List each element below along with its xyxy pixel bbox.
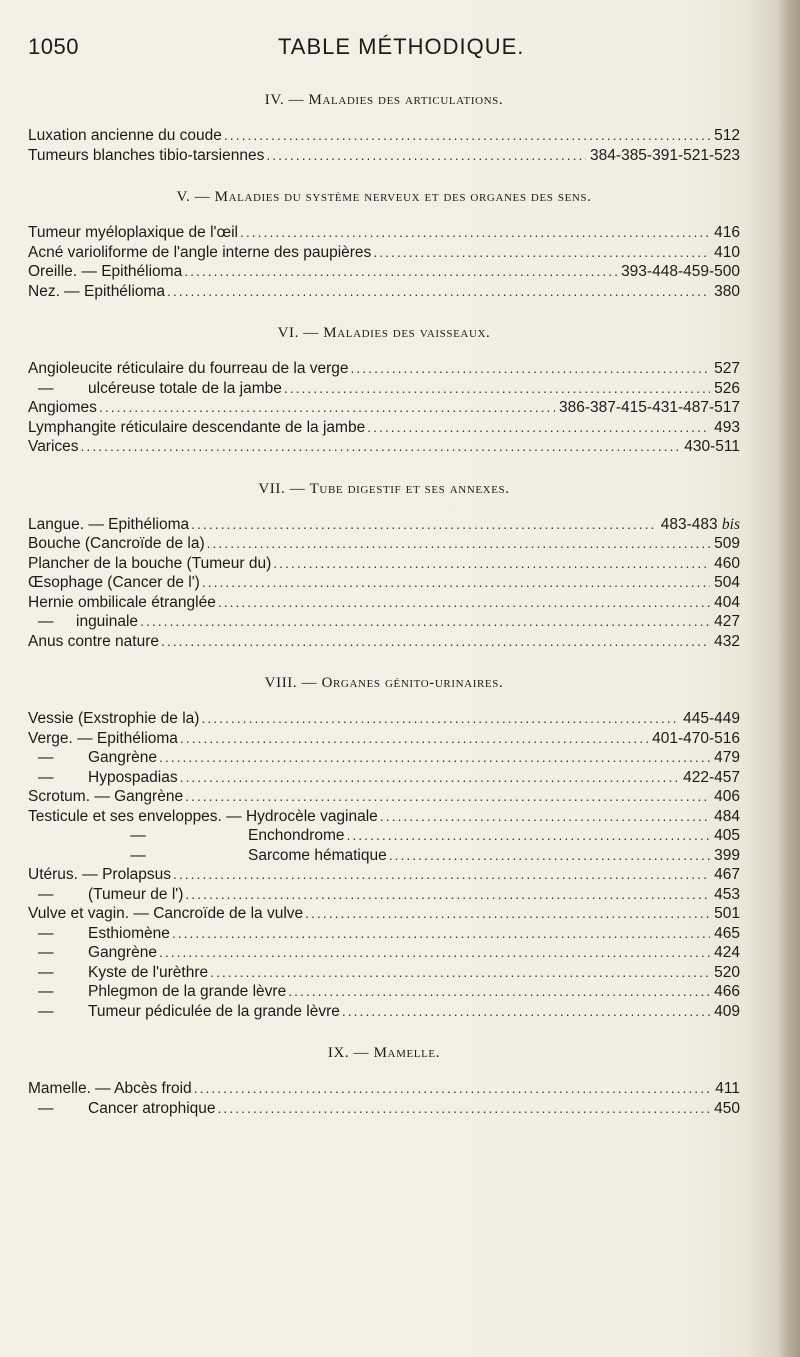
entry-label (28, 534, 205, 554)
toc-entry (28, 262, 740, 282)
toc-entry (28, 223, 740, 243)
entry-label (28, 437, 79, 457)
entry-pages (559, 398, 740, 418)
page-refs: 450 (714, 1099, 740, 1117)
page-refs: 416 (714, 224, 740, 241)
entry-label (28, 982, 286, 1002)
toc-entry (28, 573, 740, 593)
entry-label (28, 379, 282, 399)
section-heading: Tube digestif et ses annexes. (309, 480, 510, 497)
toc-entry (28, 787, 740, 807)
entry-pages (683, 768, 740, 788)
entry-label (28, 787, 183, 807)
entry-pages (714, 554, 740, 574)
dot-leader (99, 398, 555, 418)
entry-pages (714, 1099, 740, 1119)
section-title (28, 479, 740, 499)
entry-text: ulcéreuse totale de la jambe (88, 379, 282, 397)
page-edge-shadow (778, 0, 800, 1357)
dot-leader (161, 632, 710, 652)
entry-text: Tumeur myéloplaxique de l'œil (28, 224, 238, 241)
entry-pages (714, 534, 740, 554)
toc-entry (28, 418, 740, 438)
section (28, 90, 740, 165)
section-number: IX. — (327, 1045, 370, 1061)
section-number: VII. — (258, 480, 306, 497)
dot-leader (367, 418, 710, 438)
page-refs: 410 (714, 243, 740, 261)
ditto-dash: — (38, 944, 54, 961)
dot-leader (380, 807, 710, 827)
page-refs: 404 (714, 593, 740, 611)
section-title (28, 187, 740, 207)
entry-text: Gangrène (88, 944, 157, 961)
page-refs: 484 (714, 807, 740, 825)
ditto-dash: — (38, 963, 54, 981)
toc-entry (28, 534, 740, 554)
toc-entry (28, 709, 740, 729)
entry-label (28, 418, 365, 438)
page-refs: 445-449 (683, 710, 740, 727)
section-heading: Mamelle. (373, 1045, 441, 1061)
dot-leader (191, 515, 657, 535)
dot-leader (185, 787, 710, 807)
toc-entry (28, 846, 740, 866)
toc-entry (28, 768, 740, 788)
entry-pages (714, 787, 740, 807)
toc-entry (28, 359, 740, 379)
page-refs: 460 (714, 554, 740, 572)
entry-pages (714, 126, 740, 146)
entry-label (28, 515, 189, 535)
toc-entry (28, 126, 740, 146)
page-refs: 520 (714, 963, 740, 981)
ditto-dash: — (38, 1099, 54, 1117)
page-refs: 430-511 (684, 438, 740, 455)
entry-text: Phlegmon de la grande lèvre (88, 983, 287, 1000)
entry-pages (714, 243, 740, 263)
entry-pages (714, 885, 740, 905)
section-number: V. — (176, 189, 211, 205)
toc-entry (28, 243, 740, 263)
dot-leader (185, 885, 710, 905)
entry-label (28, 1079, 192, 1099)
page-refs: 384-385-391-521-523 (590, 146, 740, 164)
section (28, 673, 740, 1021)
page-refs: 405 (714, 827, 740, 844)
entry-text: Cancer atrophique (88, 1099, 216, 1117)
toc-entry (28, 807, 740, 827)
page-refs: 386-387-415-431-487-517 (559, 399, 740, 416)
entry-label (28, 262, 182, 282)
entry-pages (661, 515, 740, 535)
entry-pages (714, 982, 740, 1002)
dot-leader (172, 924, 710, 944)
entry-text: Vulve et vagin. — Cancroïde de la vulve (28, 905, 304, 922)
page-refs: 453 (714, 885, 740, 903)
entry-label (28, 943, 157, 963)
entry-text: Angiomes (28, 399, 97, 416)
dot-leader (184, 262, 617, 282)
entry-pages (714, 418, 740, 438)
entry-label (28, 398, 97, 418)
entry-pages (715, 1079, 740, 1099)
toc-entry (28, 632, 740, 652)
section-heading: Maladies du système nerveux et des organes des sens. (214, 189, 592, 205)
entry-text: Hernie ombilicale étranglée (28, 593, 216, 611)
page-refs: 512 (714, 127, 740, 144)
entry-label (28, 593, 216, 613)
entry-text: Lymphangite réticulaire descendante de la jambe (28, 418, 366, 436)
page-refs: 427 (714, 613, 740, 630)
entry-pages (714, 573, 740, 593)
dot-leader (180, 768, 680, 788)
toc-entry (28, 437, 740, 457)
page-refs: 501 (714, 905, 740, 922)
section-heading: Maladies des vaisseaux. (323, 325, 491, 341)
page-refs: 393-448-459-500 (621, 263, 740, 280)
entry-label (28, 243, 371, 263)
entry-pages (683, 709, 740, 729)
entry-pages (590, 146, 740, 166)
entry-label (28, 612, 138, 632)
dot-leader (342, 1002, 710, 1022)
page-refs: 493 (714, 418, 740, 436)
page-refs: 509 (714, 535, 740, 552)
entry-text: Kyste de l'urèthre (88, 963, 209, 981)
dot-leader (224, 126, 710, 146)
entry-label (28, 359, 349, 379)
entry-text: Esthiomène (88, 924, 170, 942)
page-number: 1050 (28, 34, 79, 59)
page-refs: 409 (714, 1002, 740, 1020)
dot-leader (351, 359, 711, 379)
section (28, 323, 740, 457)
entry-label (28, 904, 303, 924)
section-number: VI. — (277, 325, 319, 341)
entry-label (28, 807, 378, 827)
entry-text: Acné varioliforme de l'angle interne des paupières (28, 243, 372, 261)
section-title (28, 1043, 740, 1063)
entry-pages (714, 826, 740, 846)
entry-pages (714, 282, 740, 302)
page-suffix: bis (721, 515, 740, 533)
dot-leader (159, 748, 710, 768)
entry-label (28, 554, 271, 574)
dot-leader (284, 379, 710, 399)
entry-label (28, 1002, 340, 1022)
entry-label (28, 223, 238, 243)
entry-pages (621, 262, 740, 282)
entry-text: Nez. — Epithélioma (28, 282, 165, 300)
toc-entry (28, 554, 740, 574)
page-refs: 467 (714, 866, 740, 883)
entry-text: Plancher de la bouche (Tumeur du) (28, 554, 272, 572)
page-refs: 406 (714, 788, 740, 805)
entry-label (28, 1099, 216, 1119)
dot-leader (202, 573, 710, 593)
entry-text: Gangrène (88, 749, 157, 766)
toc-entry (28, 982, 740, 1002)
section-heading: Maladies des articulations. (308, 92, 504, 108)
section-title (28, 673, 740, 693)
toc-entry (28, 379, 740, 399)
entry-label (28, 748, 157, 768)
entry-label (28, 632, 159, 652)
toc-entry (28, 282, 740, 302)
dot-leader (266, 146, 586, 166)
dot-leader (218, 1099, 711, 1119)
entry-pages (714, 943, 740, 963)
entry-text: Luxation ancienne du coude (28, 127, 222, 144)
entry-text: Enchondrome (248, 827, 345, 844)
entry-label (28, 846, 387, 866)
ditto-dash: — (38, 613, 54, 630)
ditto-dash: — (38, 924, 54, 942)
entry-label (28, 865, 171, 885)
toc-entry (28, 515, 740, 535)
dot-leader (81, 437, 681, 457)
ditto-dash: — (38, 885, 54, 903)
dot-leader (194, 1079, 712, 1099)
section-number: VIII. — (264, 675, 318, 691)
toc-entry (28, 593, 740, 613)
entry-text: Varices (28, 438, 79, 455)
entry-pages (714, 1002, 740, 1022)
toc-entry (28, 963, 740, 983)
entry-pages (714, 963, 740, 983)
toc-entry (28, 1099, 740, 1119)
dot-leader (173, 865, 710, 885)
entry-label (28, 126, 222, 146)
toc-entry (28, 885, 740, 905)
section-title (28, 323, 740, 343)
entry-text: inguinale (76, 613, 139, 630)
ditto-dash: — (38, 768, 54, 786)
ditto-dash: — (38, 983, 54, 1000)
entry-label (28, 729, 178, 749)
page-refs: 380 (714, 282, 740, 300)
dot-leader (140, 612, 710, 632)
page-header (28, 34, 740, 64)
entry-pages (652, 729, 740, 749)
page-refs: 422-457 (683, 768, 740, 786)
entry-label (28, 573, 200, 593)
entry-text: Angioleucite réticulaire du fourreau de la verge (28, 360, 349, 377)
dot-leader (305, 904, 710, 924)
ditto-dash: — (38, 379, 54, 397)
dot-leader (167, 282, 710, 302)
entry-label (28, 885, 183, 905)
section-heading: Organes génito-urinaires. (321, 675, 504, 691)
page-refs: 432 (714, 632, 740, 650)
toc-entry (28, 1079, 740, 1099)
toc-entry (28, 904, 740, 924)
entry-label (28, 768, 178, 788)
page-refs: 399 (714, 846, 740, 864)
entry-text: Tumeur pédiculée de la grande lèvre (88, 1002, 340, 1020)
page-refs: 479 (714, 749, 740, 766)
ditto-dash: — (130, 846, 146, 864)
page-refs: 527 (714, 360, 740, 377)
dot-leader (389, 846, 710, 866)
entry-text: Bouche (Cancroïde de la) (28, 535, 205, 552)
toc-entry (28, 826, 740, 846)
entry-label (28, 146, 264, 166)
toc-entry (28, 729, 740, 749)
dot-leader (288, 982, 710, 1002)
toc-entry (28, 612, 740, 632)
entry-text: Tumeurs blanches tibio-tarsiennes (28, 146, 265, 164)
dot-leader (210, 963, 710, 983)
toc-entry (28, 398, 740, 418)
entry-text: Sarcome hématique (248, 846, 387, 864)
page-refs: 465 (714, 924, 740, 942)
toc-entry (28, 146, 740, 166)
entry-pages (714, 359, 740, 379)
dot-leader (159, 943, 710, 963)
entry-text: Utérus. — Prolapsus (28, 866, 171, 883)
entry-label (28, 282, 165, 302)
entry-text: Œsophage (Cancer de l') (28, 574, 200, 591)
ditto-dash: — (38, 1002, 54, 1020)
entry-text: Mamelle. — Abcès froid (28, 1080, 192, 1097)
dot-leader (273, 554, 710, 574)
entry-pages (714, 865, 740, 885)
entry-pages (714, 379, 740, 399)
section-title (28, 90, 740, 110)
entry-text: Scrotum. — Gangrène (28, 788, 184, 805)
entry-label (28, 709, 199, 729)
dot-leader (180, 729, 648, 749)
page-refs: 526 (714, 379, 740, 397)
entry-pages (714, 904, 740, 924)
dot-leader (218, 593, 710, 613)
section (28, 187, 740, 301)
entry-text: (Tumeur de l') (88, 885, 184, 903)
entry-text: Vessie (Exstrophie de la) (28, 710, 200, 727)
entry-text: Verge. — Epithélioma (28, 729, 178, 747)
toc-entry (28, 748, 740, 768)
entry-pages (714, 612, 740, 632)
entry-pages (714, 924, 740, 944)
dot-leader (207, 534, 710, 554)
entry-label (28, 963, 208, 983)
page-refs: 466 (714, 983, 740, 1000)
entry-text: Hypospadias (88, 768, 178, 786)
section (28, 1043, 740, 1118)
entry-label (28, 826, 345, 846)
table-of-contents (28, 90, 740, 1140)
entry-pages (684, 437, 740, 457)
entry-pages (714, 593, 740, 613)
toc-entry (28, 865, 740, 885)
toc-entry (28, 924, 740, 944)
page-refs: 483-483 (660, 515, 718, 533)
entry-text: Testicule et ses enveloppes. — Hydrocèle vaginale (28, 807, 378, 825)
section (28, 479, 740, 652)
entry-text: Langue. — Epithélioma (28, 515, 190, 533)
page-refs: 424 (714, 944, 740, 961)
toc-entry (28, 1002, 740, 1022)
dot-leader (240, 223, 710, 243)
page-refs: 411 (715, 1080, 740, 1097)
page-refs: 401-470-516 (652, 729, 740, 747)
dot-leader (347, 826, 711, 846)
entry-pages (714, 846, 740, 866)
section-number: IV. — (264, 92, 305, 108)
entry-pages (714, 223, 740, 243)
ditto-dash: — (38, 749, 54, 766)
page-refs: 504 (714, 574, 740, 591)
entry-pages (714, 632, 740, 652)
running-title: TABLE MÉTHODIQUE. (278, 34, 525, 59)
ditto-dash: — (130, 827, 146, 844)
toc-entry (28, 943, 740, 963)
entry-label (28, 924, 170, 944)
dot-leader (201, 709, 679, 729)
entry-pages (714, 748, 740, 768)
entry-pages (714, 807, 740, 827)
dot-leader (373, 243, 710, 263)
entry-text: Anus contre nature (28, 632, 159, 650)
entry-text: Oreille. — Epithélioma (28, 263, 183, 280)
